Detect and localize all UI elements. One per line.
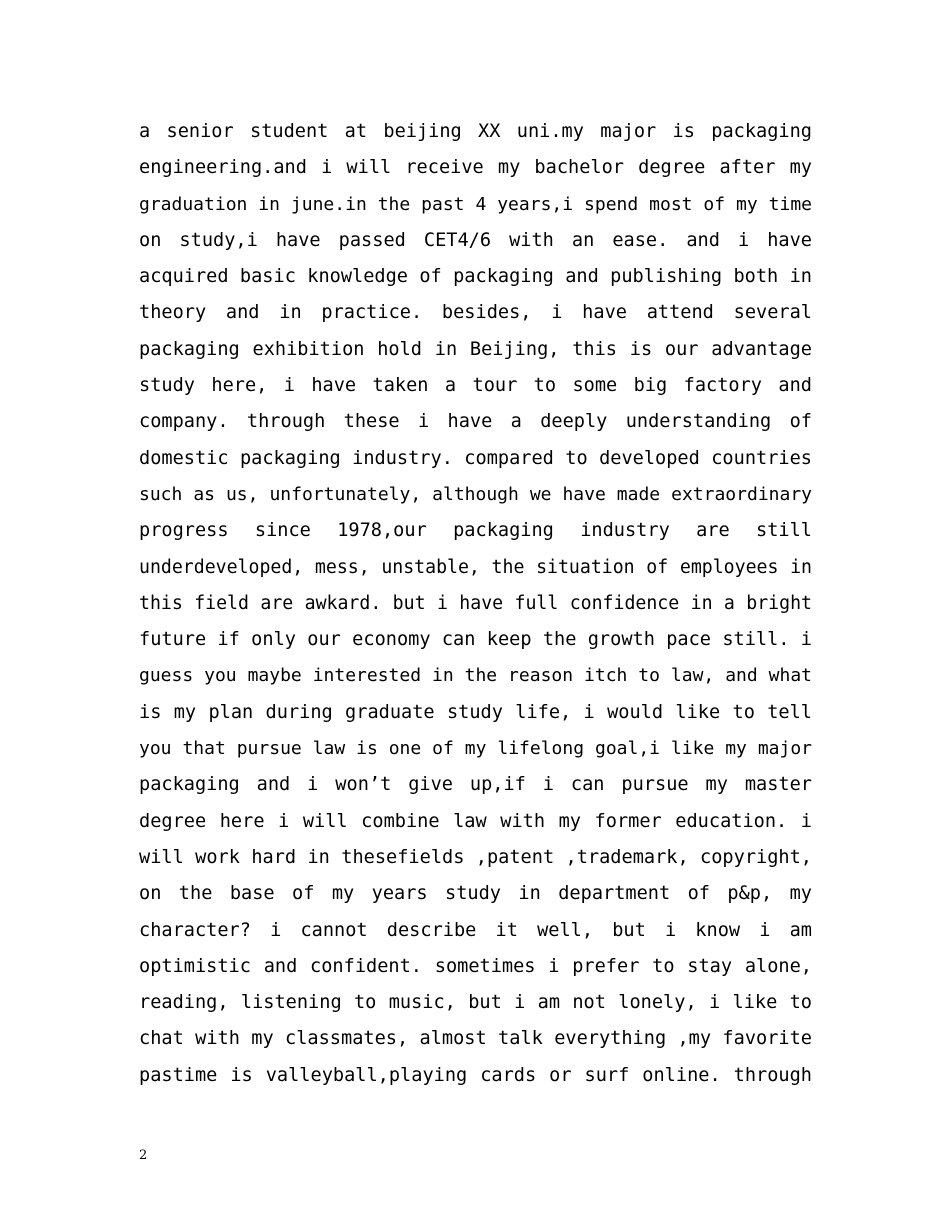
text-line: a senior student at beijing XX uni.my major is packaging: [139, 121, 812, 142]
text-line: engineering.and i will receive my bachelor degree after my: [139, 157, 812, 179]
text-line: degree here i will combine law with my former education. i: [139, 810, 812, 832]
text-line: packaging and i won’t give up,if i can pursue my master: [139, 774, 812, 796]
page-number: 2: [139, 1148, 148, 1163]
text-line: packaging exhibition hold in Beijing, this is our advantage: [139, 338, 812, 360]
text-line: domestic packaging industry. compared to developed countries: [139, 447, 812, 469]
text-line: reading, listening to music, but i am not lonely, i like to: [139, 992, 812, 1014]
text-line: study here, i have taken a tour to some big factory and: [139, 375, 812, 397]
text-line: optimistic and confident. sometimes i prefer to stay alone,: [139, 955, 812, 977]
text-line: character? i cannot describe it well, but i know i am: [139, 919, 812, 941]
text-line: progress since 1978,our packaging industry are still: [139, 520, 812, 542]
text-line: such as us, unfortunately, although we have made extraordinary: [139, 483, 812, 505]
text-line: pastime is valleyball,playing cards or surf online. through: [139, 1064, 812, 1086]
text-line: you that pursue law is one of my lifelong goal,i like my major: [139, 738, 812, 760]
text-line: acquired basic knowledge of packaging and publishing both in: [139, 266, 812, 288]
body-paragraph: [139, 114, 812, 1094]
text-line: graduation in june.in the past 4 years,i spend most of my time: [139, 193, 812, 215]
text-line: chat with my classmates, almost talk everything ,my favorite: [139, 1028, 812, 1050]
text-line: this field are awkard. but i have full confidence in a bright: [139, 592, 812, 614]
text-line: on the base of my years study in department of p&p, my: [139, 883, 812, 905]
text-line: on study,i have passed CET4/6 with an ease. and i have: [139, 229, 812, 251]
text-line: is my plan during graduate study life, i would like to tell: [139, 701, 812, 723]
text-line: theory and in practice. besides, i have attend several: [139, 302, 812, 324]
text-line: underdeveloped, mess, unstable, the situation of employees in: [139, 556, 812, 578]
text-line: will work hard in thesefields ,patent ,trademark, copyright,: [139, 846, 812, 868]
text-line: guess you maybe interested in the reason itch to law, and what: [139, 665, 812, 687]
text-line: company. through these i have a deeply understanding of: [139, 411, 812, 433]
text-line: future if only our economy can keep the growth pace still. i: [139, 629, 812, 651]
